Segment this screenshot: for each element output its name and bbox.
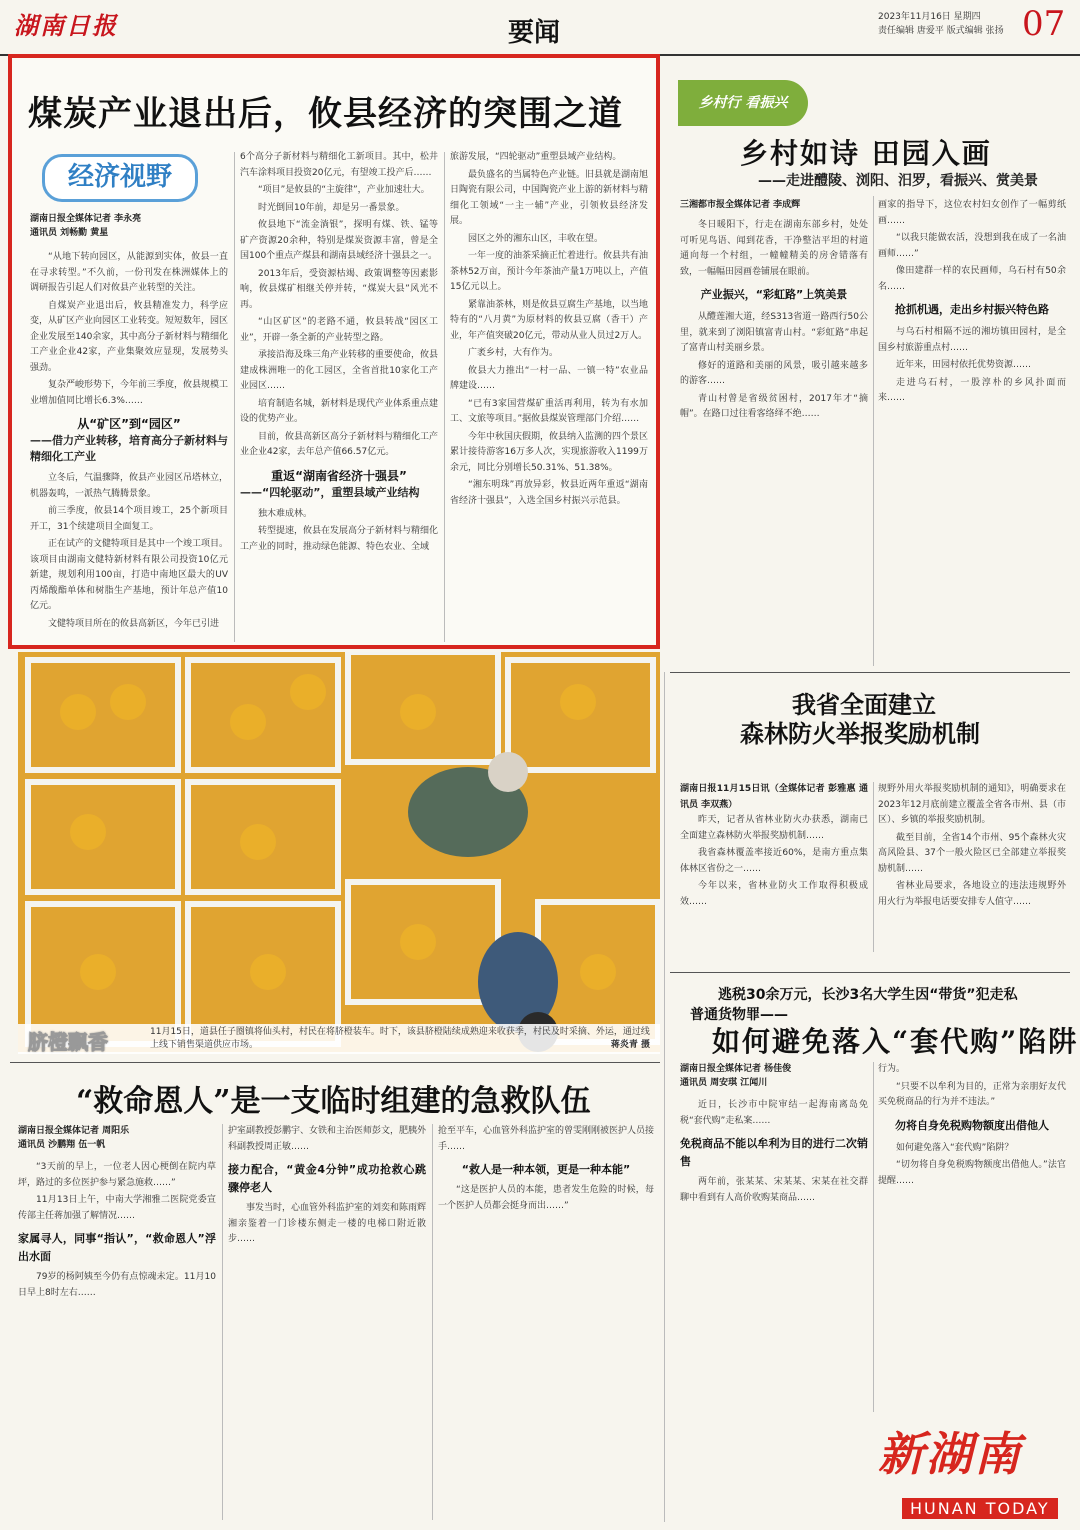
rural-subtitle: ——走进醴陵、浏阳、汨罗，看振兴、赏美景 bbox=[758, 173, 1038, 189]
rescue-column-3 bbox=[438, 1124, 654, 1520]
newspaper-logo: 湖南日报 bbox=[14, 12, 118, 40]
forest-column-1 bbox=[680, 782, 868, 952]
paragraph: 如何避免落入“套代购”陷阱？ bbox=[896, 1142, 1014, 1153]
lead-subhead-2-deck: ——“四轮驱动”，重塑县域产业结构 bbox=[240, 485, 420, 499]
column-rule bbox=[222, 1124, 223, 1520]
fraud-kicker-2: 普通货物罪—— bbox=[690, 1007, 788, 1023]
lead-article bbox=[8, 54, 660, 649]
paragraph: 正在试产的文健特项目是其中一个竣工项目。该项目由湖南文健特新材料有限公司投资10亿元新建，规划利用100亩，打造中南地区最大的UV丙烯酸酯单体和树脂生产基地，预计年总产值10亿元。 bbox=[30, 539, 228, 611]
paragraph: 像田建群一样的农民画师，乌石村有50余名…… bbox=[878, 266, 1066, 292]
column-rule bbox=[444, 152, 445, 642]
lead-byline bbox=[30, 212, 141, 240]
paragraph: 今年中秋国庆假期，攸县纳入监测的四个景区累计接待游客16万多人次，实现旅游收入1199万余元，同比分别增长50.31%、51.38%。 bbox=[450, 431, 648, 473]
paragraph: 抢至平车，心血管外科监护室的曾雯刚刚被医护人员接手…… bbox=[438, 1126, 654, 1152]
paragraph: “只要不以牟利为目的，正常为亲朋好友代买免税商品的行为并不违法。” bbox=[878, 1081, 1066, 1107]
rescue-subhead-1: 家属寻人，同事“指认”，“救命恩人”浮出水面 bbox=[18, 1232, 216, 1263]
paragraph: 与乌石村相隔不远的湘坊镇田园村，是全国乡村旅游重点村…… bbox=[878, 327, 1066, 353]
forest-column-2 bbox=[878, 782, 1066, 952]
photo-caption bbox=[150, 1026, 650, 1052]
rural-subhead-2: 抢抓机遇，走出乡村振兴特色路 bbox=[895, 303, 1049, 316]
paragraph: 护室副教授彭鹏宇、女铁和主治医师彭文，肥胰外科副教授周正敏…… bbox=[228, 1126, 426, 1152]
paragraph: 近年来，田园村依托优势资源…… bbox=[896, 360, 1032, 370]
byline-reporter: 湖南日报全媒体记者 周阳乐 bbox=[18, 1126, 130, 1136]
economy-tag: 经济视野 bbox=[42, 154, 198, 202]
caption-text: 11月15日，道县任子圈镇将仙头村，村民在将脐橙装车。时下，该县脐橙陆续成熟迎来收获季，村民及时采摘、外运，通过线上线下销售渠道供应市场。 bbox=[150, 1027, 650, 1050]
rural-column-2 bbox=[878, 198, 1066, 664]
rural-column-1 bbox=[680, 218, 868, 664]
paragraph: 时光倒回10年前，却是另一番景象。 bbox=[258, 202, 405, 213]
paragraph: 青山村曾是省级贫困村，2017年才“摘帽”。在路口过往看客络绎不绝…… bbox=[680, 393, 868, 419]
lead-title: 煤炭产业退出后，攸县经济的突围之道 bbox=[28, 94, 623, 134]
fraud-kicker: 逃税30余万元，长沙3名大学生因“带货”犯走私 bbox=[718, 987, 1018, 1003]
paragraph: 今年以来，省林业防火工作取得积极成效…… bbox=[680, 881, 868, 907]
paragraph: 行为。 bbox=[878, 1064, 906, 1074]
paragraph: 攸县地下“流金淌银”，探明有煤、铁、锰等矿产资源20余种，特别是煤炭资源丰富，曾是全国100个重点产煤县和湖南县域经济十强县之一。 bbox=[240, 220, 438, 261]
paragraph: 独木难成林。 bbox=[258, 508, 313, 519]
column-rule bbox=[873, 782, 874, 952]
divider bbox=[670, 672, 1070, 673]
paragraph: 近日，长沙市中院审结一起海南离岛免税“套代购”走私案…… bbox=[680, 1100, 868, 1126]
paragraph: “项目”是攸县的“主旋律”，产业加速壮大。 bbox=[258, 185, 430, 195]
paragraph: 自煤炭产业退出后，攸县精准发力，科学应变，从矿区产业向园区工业转变。短短数年，园区企业发展至140余家，其中高分子新材料与精细化工产业企业42家，产业集聚效应显现，发展势头强劲。 bbox=[30, 300, 228, 373]
photo-label: 脐橙飘香 bbox=[28, 1030, 108, 1054]
paragraph: 截至目前，全省14个市州、95个森林火灾高风险县、37个一般火险区已全部建立举报奖励机制…… bbox=[878, 832, 1066, 874]
paragraph: 修好的道路和美丽的风景，吸引越来越多的游客…… bbox=[680, 360, 868, 386]
paragraph: 一年一度的油茶采摘正忙着进行。攸县共有油茶林52万亩，预计今年茶油产量1万吨以上，产值15亿元以上。 bbox=[450, 251, 648, 292]
rescue-column-1 bbox=[18, 1160, 216, 1522]
date-text: 2023年11月16日 星期四 bbox=[878, 12, 981, 22]
paragraph: “已有3家国营煤矿重活再利用，转为有水加工、文旅等项目。”据攸县煤炭管理部门介绍…… bbox=[450, 398, 648, 424]
rural-title: 乡村如诗 田园入画 bbox=[740, 137, 992, 170]
lead-column-1 bbox=[30, 250, 228, 640]
paragraph: 文健特项目所在的攸县高新区，今年已引进 bbox=[48, 618, 220, 629]
paragraph: 省林业局要求，各地设立的违法违规野外用火行为举报电话要安排专人值守…… bbox=[878, 881, 1066, 907]
paragraph: 承接沿海及珠三角产业转移的重要使命，攸县建成株洲唯一的化工园区，全省首批10家化工产业园区…… bbox=[240, 350, 438, 391]
dateline bbox=[878, 10, 1028, 38]
fraud-byline bbox=[680, 1062, 791, 1090]
xinhunan-watermark-sub: HUNAN TODAY bbox=[902, 1498, 1058, 1519]
rescue-byline bbox=[18, 1124, 129, 1152]
column-rule bbox=[873, 196, 874, 666]
rescue-subhead-2: 接力配合，“黄金4分钟”成功抢救心跳骤停老人 bbox=[228, 1163, 426, 1194]
photo-credit: 蒋炎青 摄 bbox=[610, 1040, 650, 1050]
fraud-column-2 bbox=[878, 1062, 1066, 1412]
paragraph: 广袤乡村，大有作为。 bbox=[468, 348, 559, 358]
paragraph: 培育制造名城，新材料是现代产业体系重点建设的优势产业。 bbox=[240, 398, 438, 424]
lead-subhead-1: 从“矿区”到“园区” bbox=[77, 417, 181, 431]
column-rule bbox=[234, 152, 235, 642]
rural-subhead-1: 产业振兴，“彩虹路”上筑美景 bbox=[700, 288, 848, 301]
paragraph: “3天前的早上，一位老人因心梗倒在院内草坪，路过的多位医护参与紧急施救……” bbox=[18, 1162, 216, 1188]
fraud-subhead-2: 勿将自身免税购物额度出借他人 bbox=[895, 1118, 1049, 1132]
xinhunan-watermark-logo: 新湖南 bbox=[878, 1427, 1022, 1481]
paragraph: 事发当时，心血管外科监护室的刘奕和陈雨辉湘亲鉴着一门诊楼东侧走一楼的电梯口附近散步…… bbox=[228, 1203, 426, 1244]
byline-correspondent: 通讯员 周安琪 江闻川 bbox=[680, 1078, 768, 1088]
paragraph: 从醴莲湘大道，经S313省道一路西行50公里，就来到了浏阳镇富青山村。“彩虹路”串起了富青山村美丽乡景。 bbox=[680, 312, 868, 353]
paragraph: “这是医护人员的本能，患者发生危险的时候，每一个医护人员都会挺身而出……” bbox=[438, 1185, 654, 1211]
lead-column-2 bbox=[240, 150, 438, 640]
lead-subhead-1-deck: ——借力产业转移，培育高分子新材料与精细化工产业 bbox=[30, 434, 228, 463]
paragraph: 规野外用火举报奖励机制的通知》，明确要求在2023年12月底前建立覆盖全省各市州、县（市区）、乡镇的举报奖励机制。 bbox=[878, 784, 1066, 825]
rescue-title: “救命恩人”是一支临时组建的急救队伍 bbox=[76, 1084, 591, 1119]
divider bbox=[10, 1062, 660, 1063]
paragraph: 我省森林覆盖率接近60%，是南方重点集体林区省份之一…… bbox=[680, 848, 868, 874]
byline-reporter: 湖南日报全媒体记者 杨佳俊 bbox=[680, 1064, 792, 1074]
fraud-column-1 bbox=[680, 1098, 868, 1518]
column-rule bbox=[664, 672, 665, 1522]
paragraph: 走进乌石村，一股淳朴的乡风扑面而来…… bbox=[878, 377, 1066, 403]
orange-harvest-photo bbox=[18, 652, 660, 1052]
paragraph: 2013年后，受资源枯竭、政策调整等因素影响，攸县煤矿相继关停并转，“煤炭大县”风光不再。 bbox=[240, 268, 438, 310]
lead-column-3 bbox=[450, 150, 648, 640]
paragraph: 旅游发展，“四轮驱动”重塑县域产业结构。 bbox=[450, 152, 622, 162]
orange-crates-illustration bbox=[18, 652, 660, 1052]
paragraph: 攸县大力推出“一村一品、一镇一特”农业品牌建设…… bbox=[450, 365, 648, 391]
rescue-subhead-3: “救人是一种本领，更是一种本能” bbox=[461, 1163, 631, 1176]
paragraph: 复杂严峻形势下，今年前三季度，攸县规模工业增加值同比增长6.3%…… bbox=[30, 380, 228, 406]
paragraph: 昨天，记者从省林业防火办获悉，湖南已全面建立森林防火举报奖励机制…… bbox=[680, 815, 868, 841]
divider bbox=[670, 972, 1070, 973]
paragraph: “山区矿区”的老路不通，攸县转战“园区工业”，开辟一条全新的产业转型之路。 bbox=[240, 317, 438, 343]
paragraph: “以我只能做农活，没想到我在成了一名油画师……” bbox=[878, 233, 1066, 259]
editors-text: 责任编辑 唐爱平 版式编辑 张扬 bbox=[878, 26, 1004, 36]
byline-correspondent: 通讯员 刘畅勤 黄星 bbox=[30, 228, 109, 238]
fraud-subhead-1: 免税商品不能以牟利为目的进行二次销售 bbox=[680, 1137, 868, 1168]
paragraph: “从地下转向园区，从能源到实体，攸县一直在寻求转型。”不久前，一份刊发在株洲媒体上的调研报告引起人们对攸县产业转型的关注。 bbox=[30, 252, 228, 293]
forest-title-line-1: 我省全面建立 bbox=[792, 690, 936, 719]
paragraph: 紧靠油茶林，则是攸县豆腐生产基地，以当地特有的“八月黄”为原材料的攸县豆腐（香干）产业，年产值突破20亿元，带动从业人员过2万人。 bbox=[450, 299, 648, 341]
forest-title-line-2: 森林防火举报奖励机制 bbox=[740, 719, 980, 748]
paragraph: 最负盛名的当属特色产业链。旧县就是湖南旭日陶瓷有限公司，中国陶瓷产业上游的新材料与精细化工领域“一主一辅”产业，引领攸县经济发展。 bbox=[450, 169, 648, 226]
paragraph: 79岁的杨阿姨至今仍有点惊魂未定。11月10日早上8时左右…… bbox=[18, 1272, 216, 1298]
column-rule bbox=[432, 1124, 433, 1520]
paragraph: 11月13日上午，中南大学湘雅二医院党委宣传部主任蒋加强了解情况…… bbox=[18, 1195, 216, 1221]
forest-byline: 湖南日报11月15日讯（全媒体记者 彭雅惠 通讯员 李双燕） bbox=[680, 784, 868, 810]
paragraph: 立冬后，气温骤降，攸县产业园区吊塔林立，机器轰鸣，一派热气腾腾景象。 bbox=[30, 473, 228, 499]
paragraph: “切勿将自身免税购物额度出借他人。”法官提醒…… bbox=[878, 1160, 1066, 1186]
paragraph: 画家的指导下，这位农村妇女创作了一幅剪纸画…… bbox=[878, 200, 1066, 226]
paragraph: 园区之外的湘东山区，丰收在望。 bbox=[468, 233, 604, 244]
paragraph: “湘东明珠”再放异彩，攸县近两年重返“湖南省经济十强县”，入选全国乡村振兴示范县。 bbox=[450, 480, 648, 506]
paragraph: 目前，攸县高新区高分子新材料与精细化工产业企业42家，去年总产值66.57亿元。 bbox=[240, 431, 438, 457]
paragraph: 6个高分子新材料与精细化工新项目。其中，松井汽车涂料项目投资20亿元，有望竣工投产后…… bbox=[240, 152, 438, 178]
byline-correspondent: 通讯员 沙鹏翔 伍一帆 bbox=[18, 1140, 106, 1150]
paragraph: 转型提速，攸县在发展高分子新材料与精细化工产业的同时，推动绿色能源、特色农业、全域 bbox=[240, 526, 438, 552]
rural-banner: 乡村行 看振兴 bbox=[678, 80, 808, 126]
rescue-column-2 bbox=[228, 1124, 426, 1520]
page-number: 07 bbox=[1022, 4, 1066, 44]
column-rule bbox=[873, 1062, 874, 1412]
paragraph: 冬日暖阳下，行走在湖南东部乡村，处处可听见鸟语、闻到花香，干净整洁平坦的村道通向每一个村组，一幢幢精美的房舍错落有致，一幅幅田园画卷铺展在眼前。 bbox=[680, 220, 868, 277]
paragraph: 前三季度，攸县14个项目竣工，25个新项目开工，31个续建项目全面复工。 bbox=[30, 506, 228, 532]
byline-reporter: 湖南日报全媒体记者 李永亮 bbox=[30, 214, 142, 224]
section-title: 要闻 bbox=[508, 18, 561, 48]
fraud-title: 如何避免落入“套代购”陷阱 bbox=[712, 1025, 1079, 1058]
rural-byline: 三湘都市报全媒体记者 李成辉 bbox=[680, 200, 801, 210]
paragraph: 两年前，张某某、宋某某、宋某在社交群聊中看到有人高价收购某商品…… bbox=[680, 1177, 868, 1203]
lead-subhead-2: 重返“湖南省经济十强县” bbox=[271, 468, 407, 483]
